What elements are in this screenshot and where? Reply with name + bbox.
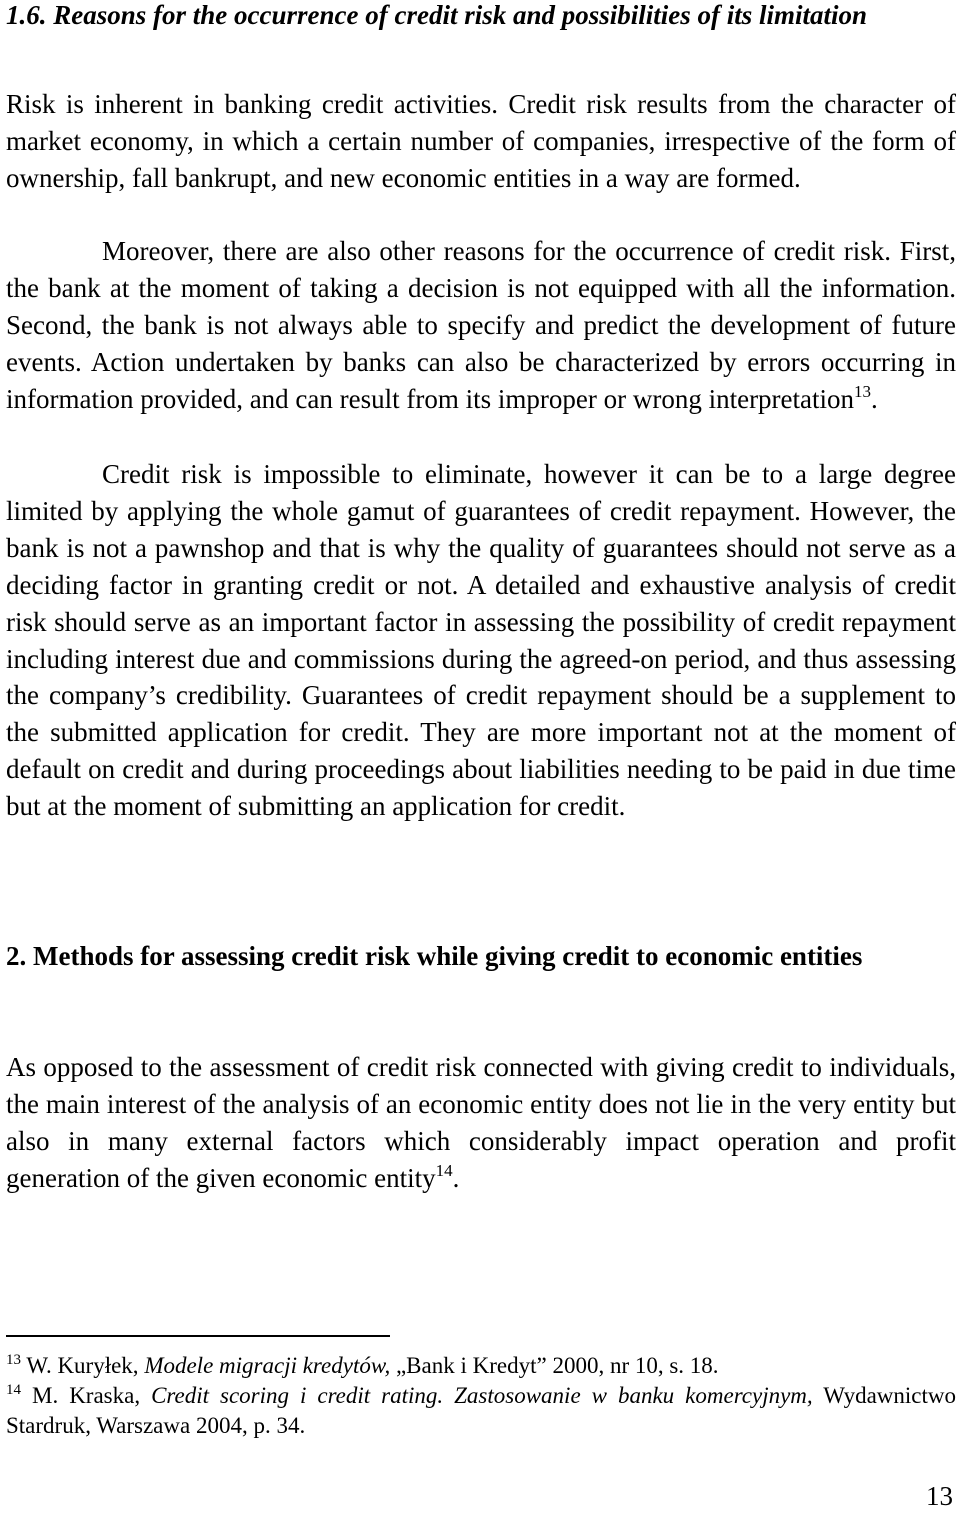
footnote-14 — [6, 1381, 956, 1441]
footnote-source: „Bank i Kredyt” 2000, nr 10, s. 18. — [390, 1353, 719, 1378]
page-number: 13 — [926, 1481, 953, 1511]
section-heading-2: 2. Methods for assessing credit risk while giving credit to economic entities — [6, 941, 863, 971]
paragraph-other-reasons — [6, 233, 956, 418]
footnote-source: Wydawnictwo Stardruk, Warszawa 2004, p. 34. — [6, 1383, 956, 1438]
footnote-separator — [6, 1335, 390, 1337]
paragraph-risk-inherent — [6, 86, 956, 197]
footnote-reference-14[interactable]: 14 — [435, 1160, 453, 1180]
footnote-number: 13 — [6, 1352, 21, 1368]
paragraph-credit-risk-limitation — [6, 456, 956, 825]
paragraph-end-punctuation: . — [871, 383, 878, 414]
paragraph-economic-entity-analysis — [6, 1049, 956, 1197]
footnote-reference-13[interactable]: 13 — [854, 381, 872, 401]
footnote-number: 14 — [6, 1382, 21, 1398]
paragraph-text: Moreover, there are also other reasons for the occurrence of credit risk. First, the bank at the moment of taking a decision is not equipped with all the information. Second, the bank is not always able to specify and predict the development of future events. Action undertaken by banks can also be characterized by errors occurring in information provided, and can result from its improper or wrong interpretation — [6, 236, 956, 414]
paragraph-text: Risk is inherent in banking credit activities. Credit risk results from the character of market economy, in which a certain number of companies, irrespective of the form of ownership, fall bankrupt, and new economic entities in a way are formed. — [6, 89, 956, 193]
section-heading-1-6: 1.6. Reasons for the occurrence of credit risk and possibilities of its limitation — [6, 0, 868, 30]
paragraph-text: As opposed to the assessment of credit risk connected with giving credit to individuals, the main interest of the analysis of an economic entity does not lie in the very entity but also in many external factors which considerably impact operation and profit generation of the given economic entity — [6, 1052, 956, 1193]
paragraph-end-punctuation: . — [452, 1162, 460, 1193]
footnote-13 — [6, 1351, 956, 1381]
footnote-title: Credit scoring i credit rating. Zastosowanie w banku komercyjnym, — [151, 1383, 813, 1408]
footnote-title: Modele migracji kredytów, — [144, 1353, 391, 1378]
paragraph-text: Credit risk is impossible to eliminate, however it can be to a large degree limited by applying the whole gamut of guarantees of credit repayment. However, the bank is not a pawnshop and that is why the quality of guarantees should not serve as a deciding factor in granting credit or not. A detailed and exhaustive analysis of credit risk should serve as an important factor in assessing the possibility of credit repayment including interest due and commissions during the agreed-on period, and thus assessing the company’s credibility. Guarantees of credit repayment should be a supplement to the submitted application for credit. They are more important not at the moment of default on credit and during proceedings about liabilities needing to be paid in due time but at the moment of submitting an application for credit. — [6, 459, 956, 822]
footnote-author: M. Kraska, — [32, 1383, 152, 1408]
footnote-author: W. Kuryłek, — [26, 1353, 145, 1378]
